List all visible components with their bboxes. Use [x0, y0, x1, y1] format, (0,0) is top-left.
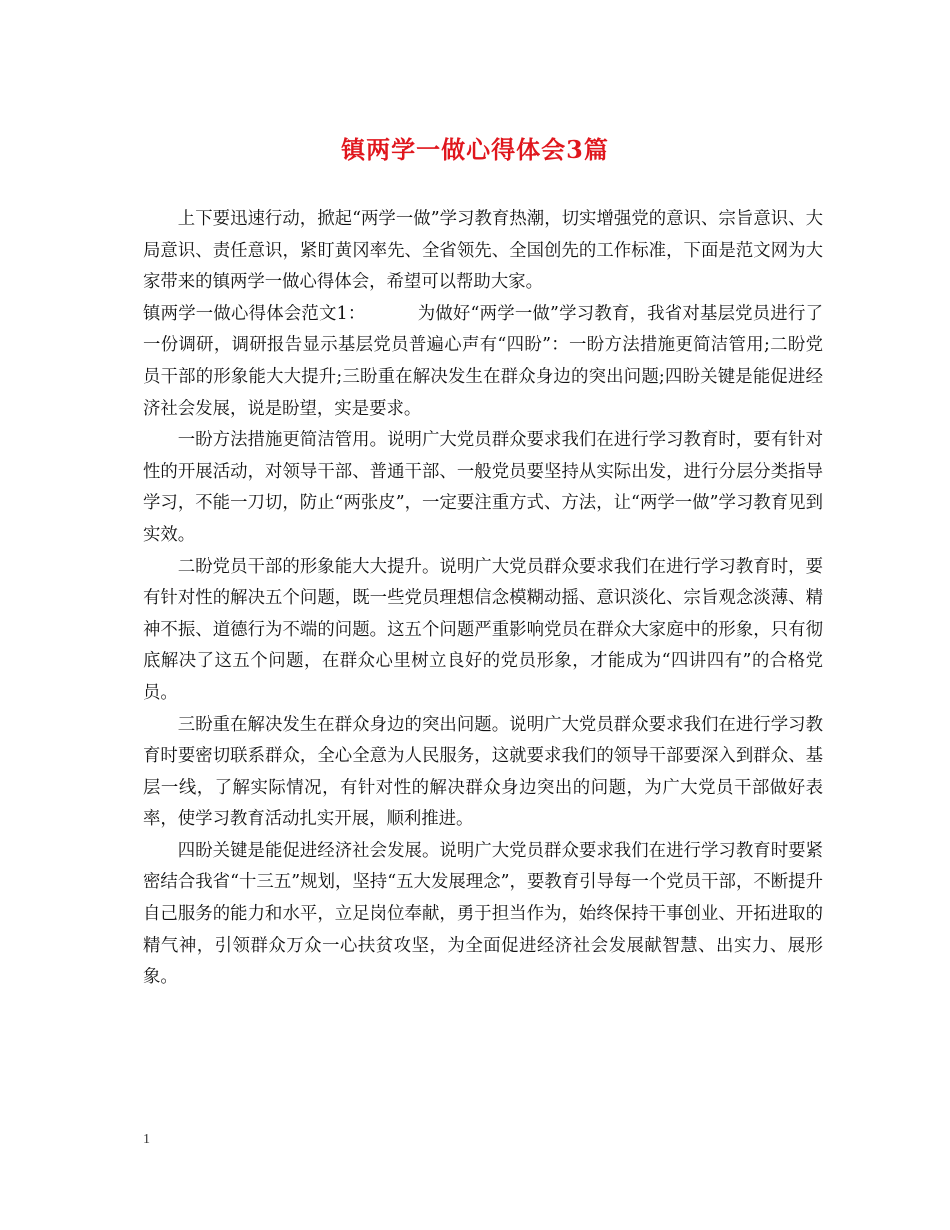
paragraph-1: 一盼方法措施更简洁管用。说明广大党员群众要求我们在进行学习教育时，要有针对性的开展活动，对领导干部、普通干部、一般党员要坚持从实际出发，进行分层分类指导学习，不能一刀切，防止“两张皮”，一定要注重方式、方法，让“两学一做”学习教育见到实效。	[143, 430, 823, 545]
page-number: 1	[143, 1132, 150, 1147]
sample-paragraph	[143, 299, 823, 425]
paragraph-3: 三盼重在解决发生在群众身边的突出问题。说明广大党员群众要求我们在进行学习教育时要密切联系群众，全心全意为人民服务，这就要求我们的领导干部要深入到群众、基层一线，了解实际情况，有针对性的解决群众身边突出的问题，为广大党员干部做好表率，使学习教育活动扎实开展，顺利推进。	[143, 714, 823, 830]
document-title: 镇两学一做心得体会3篇	[341, 135, 609, 164]
sample-label: 镇两学一做心得体会范文1：	[143, 303, 366, 324]
sample-first-text: 为做好“两学一做”学习教育，我省对基层党员进行了一份调研，调研报告显示基层党员普遍心声有“四盼”：一盼方法措施更简洁管用;二盼党员干部的形象能大大提升;三盼重在解决发生在群众身边的突出问题;四盼关键是能促进经济社会发展，说是盼望，实是要求。	[143, 303, 823, 419]
paragraph-2: 二盼党员干部的形象能大大提升。说明广大党员群众要求我们在进行学习教育时，要有针对性的解决五个问题，既一些党员理想信念模糊动摇、意识淡化、宗旨观念淡薄、精神不振、道德行为不端的问题。这五个问题严重影响党员在群众大家庭中的形象，只有彻底解决了这五个问题，在群众心里树立良好的党员形象，才能成为“四讲四有”的合格党员。	[143, 556, 823, 703]
intro-paragraph: 上下要迅速行动，掀起“两学一做”学习教育热潮，切实增强党的意识、宗旨意识、大局意识、责任意识，紧盯黄冈率先、全省领先、全国创先的工作标准，下面是范文网为大家带来的镇两学一做心得体会，希望可以帮助大家。	[143, 209, 823, 293]
document-body	[143, 204, 823, 994]
paragraph-4: 四盼关键是能促进经济社会发展。说明广大党员群众要求我们在进行学习教育时要紧密结合我省“十三五”规划，坚持“五大发展理念”，要教育引导每一个党员干部，不断提升自己服务的能力和水平，立足岗位奉献，勇于担当作为，始终保持干事创业、开拓进取的精气神，引领群众万众一心扶贫攻坚，为全面促进经济社会发展献智慧、出实力、展形象。	[143, 840, 823, 988]
